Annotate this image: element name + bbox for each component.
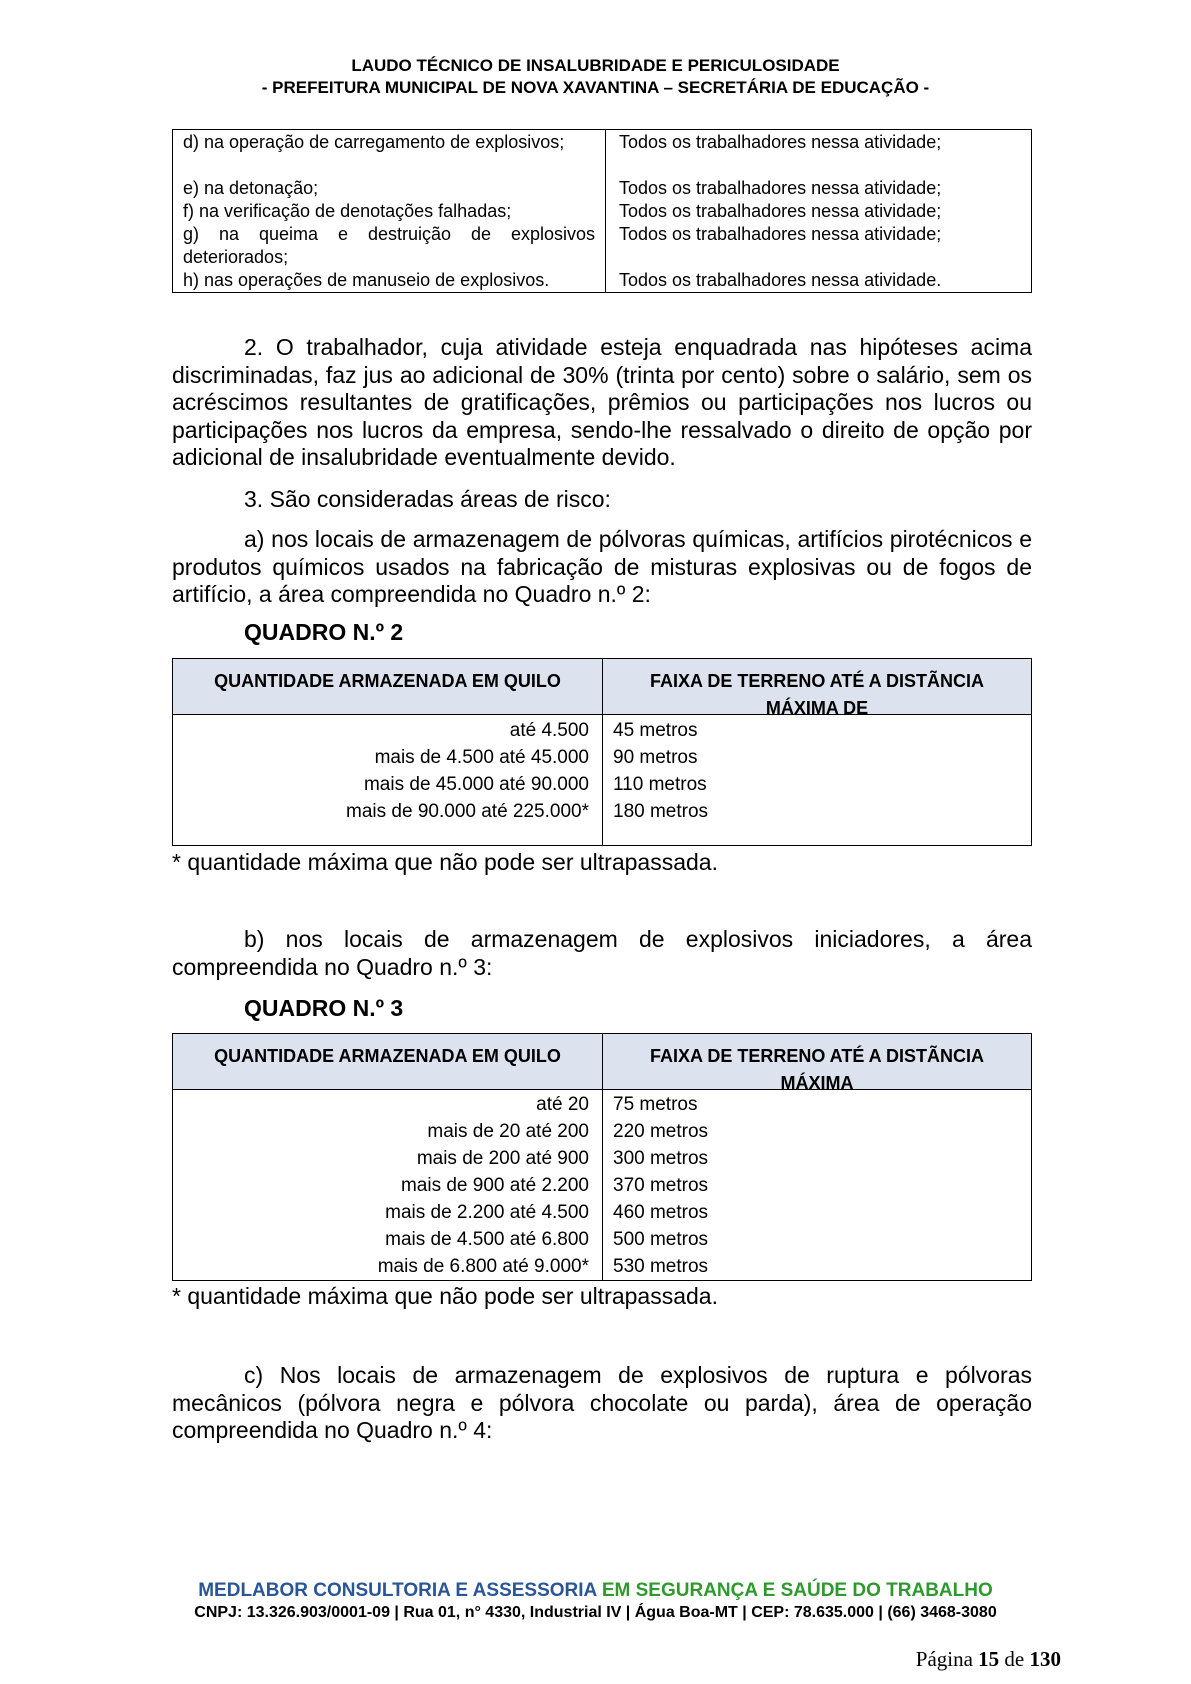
activities-table xyxy=(172,129,1032,293)
quantity-cell: mais de 90.000 até 225.000* xyxy=(346,801,589,822)
footer-company xyxy=(0,1579,1191,1602)
quantity-cell: mais de 6.800 até 9.000* xyxy=(377,1256,589,1277)
quantity-cell: mais de 200 até 900 xyxy=(416,1148,589,1169)
table-divider xyxy=(605,130,606,292)
page-total: 130 xyxy=(1029,1647,1061,1671)
quadro-2-title: QUADRO N.º 2 xyxy=(244,619,404,645)
quantity-cell: até 20 xyxy=(536,1094,589,1115)
page-number xyxy=(916,1647,1061,1672)
column-header-line: FAIXA DE TERRENO ATÉ A DISTÃNCIA xyxy=(649,1046,984,1066)
report-subtitle: - PREFEITURA MUNICIPAL DE NOVA XAVANTINA – SECRETÁRIA DE EDUCAÇÃO - xyxy=(261,78,930,97)
paragraph-2: 2. O trabalhador, cuja atividade esteja enquadrada nas hipóteses acima discriminadas, faz jus ao adicional de 30% (trinta por cento) sobre o salário, sem os acréscimos resultantes de gratificações, prêmios ou participações nos lucros ou participações nos lucros da empresa, sendo-lhe ressalvado o direito de opção por adicional de insalubridade eventualmente devido. xyxy=(172,334,1032,470)
paragraph-c: c) Nos locais de armazenagem de explosivos de ruptura e pólvoras mecânicos (pólvora negra e pólvora chocolate ou parda), área de operação compreendida no Quadro n.º 4: xyxy=(172,1362,1032,1443)
workers-cell: Todos os trabalhadores nessa atividade; xyxy=(619,201,942,221)
column-header-line: MÁXIMA DE xyxy=(765,698,869,718)
quantity-cell: mais de 2.200 até 4.500 xyxy=(385,1202,589,1223)
quantity-cell: mais de 4.500 até 6.800 xyxy=(385,1229,589,1250)
distance-cell: 45 metros xyxy=(613,720,698,741)
report-title: LAUDO TÉCNICO DE INSALUBRIDADE E PERICULOSIDADE xyxy=(351,56,840,75)
activity-cell: d) na operação de carregamento de explosivos; xyxy=(183,132,565,152)
distance-cell: 300 metros xyxy=(613,1148,709,1169)
footer-address: CNPJ: 13.326.903/0001-09 | Rua 01, n° 4330, Industrial IV | Água Boa-MT | CEP: 78.635.000 | (66) 3468-3080 xyxy=(194,1604,997,1621)
quadro-3-title: QUADRO N.º 3 xyxy=(244,995,404,1021)
activity-cell: e) na detonação; xyxy=(183,178,319,198)
activity-cell: f) na verificação de denotações falhadas; xyxy=(183,201,512,221)
quadro-3-table xyxy=(172,1033,1032,1281)
column-header-quantity: QUANTIDADE ARMAZENADA EM QUILO xyxy=(214,671,561,691)
workers-cell: Todos os trabalhadores nessa atividade; xyxy=(619,224,942,244)
quantity-cell: mais de 900 até 2.200 xyxy=(400,1175,589,1196)
footer-company-name: MEDLABOR CONSULTORIA E ASSESSORIA xyxy=(198,1580,597,1601)
paragraph-3: 3. São consideradas áreas de risco: xyxy=(244,486,611,512)
column-header-distance xyxy=(603,668,1031,722)
workers-cell: Todos os trabalhadores nessa atividade; xyxy=(619,132,942,152)
distance-cell: 110 metros xyxy=(613,774,707,795)
page-current: 15 xyxy=(978,1647,1000,1671)
paragraph-b: b) nos locais de armazenagem de explosivos iniciadores, a área compreendida no Quadro n.º 3: xyxy=(172,926,1032,980)
distance-cell: 500 metros xyxy=(613,1229,709,1250)
distance-cell: 530 metros xyxy=(613,1256,709,1277)
footer-company-tagline: EM SEGURANÇA E SAÚDE DO TRABALHO xyxy=(601,1580,993,1601)
distance-cell: 460 metros xyxy=(613,1202,709,1223)
page-label: Página xyxy=(915,1647,973,1671)
distance-cell: 370 metros xyxy=(613,1175,709,1196)
quantity-cell: mais de 45.000 até 90.000 xyxy=(363,774,589,795)
quantity-cell: mais de 4.500 até 45.000 xyxy=(374,747,589,768)
quantity-cell: até 4.500 xyxy=(509,720,589,741)
distance-cell: 220 metros xyxy=(613,1121,709,1142)
quadro-2-note: * quantidade máxima que não pode ser ultrapassada. xyxy=(172,849,718,875)
column-header-distance xyxy=(603,1043,1031,1097)
paragraph-a: a) nos locais de armazenagem de pólvoras químicas, artifícios pirotécnicos e produtos químicos usados na fabricação de misturas explosivas ou de fogos de artifício, a área compreendida no Quadro n.º 2: xyxy=(172,526,1032,607)
workers-cell: Todos os trabalhadores nessa atividade. xyxy=(619,270,942,290)
workers-cell: Todos os trabalhadores nessa atividade; xyxy=(619,178,942,198)
column-header-line: FAIXA DE TERRENO ATÉ A DISTÃNCIA xyxy=(649,671,984,691)
distance-cell: 180 metros xyxy=(613,801,709,822)
quadro-2-table xyxy=(172,658,1032,846)
activity-cell: g) na queima e destruição de explosivos deteriorados; xyxy=(183,224,595,267)
quadro-3-note: * quantidade máxima que não pode ser ultrapassada. xyxy=(172,1283,718,1309)
page-of: de xyxy=(1004,1647,1025,1671)
quantity-cell: mais de 20 até 200 xyxy=(427,1121,589,1142)
distance-cell: 90 metros xyxy=(613,747,698,768)
column-header-line: MÁXIMA xyxy=(780,1073,854,1093)
activity-cell: h) nas operações de manuseio de explosivos. xyxy=(183,270,550,290)
column-header-quantity: QUANTIDADE ARMAZENADA EM QUILO xyxy=(214,1046,561,1066)
distance-cell: 75 metros xyxy=(613,1094,698,1115)
